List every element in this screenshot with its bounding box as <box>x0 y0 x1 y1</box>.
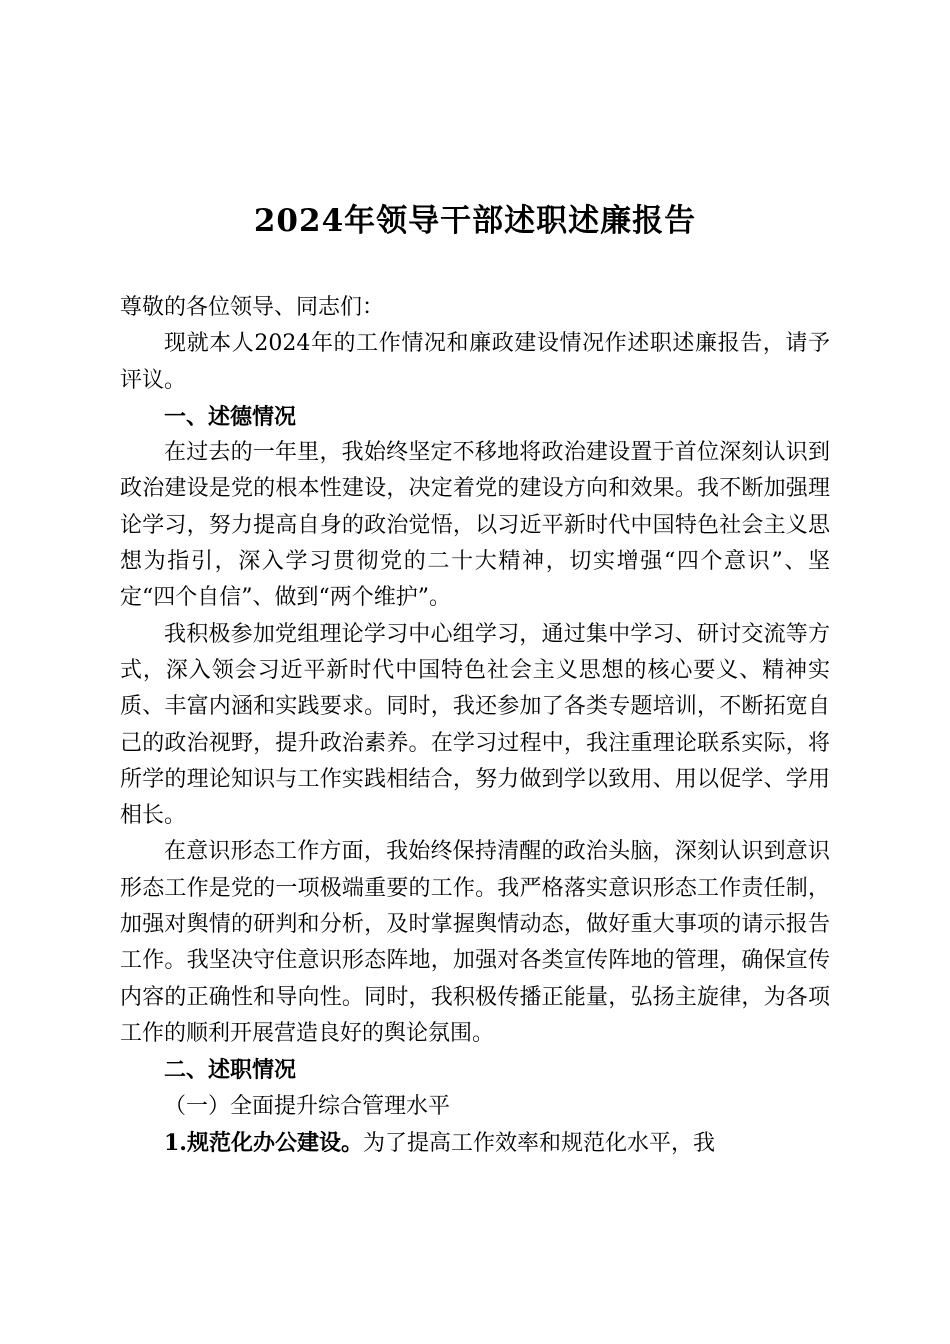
paragraph: 在过去的一年里，我始终坚定不移地将政治建设置于首位深刻认识到政治建设是党的根本性建设，决定着党的建设方向和效果。我不断加强理论学习，努力提高自身的政治觉悟，以习近平新时代中国特色社会主义思想为指引，深入学习贯彻党的二十大精神，切实增强“四个意识”、坚定“四个自信”、做到“两个维护”。 <box>120 440 830 611</box>
document-body <box>120 290 830 1162</box>
numbered-item <box>120 1125 830 1162</box>
item-text: 为了提高工作效率和规范化水平，我 <box>362 1130 715 1156</box>
intro-paragraph: 现就本人2024年的工作情况和廉政建设情况作述职述廉报告，请予评议。 <box>120 331 830 393</box>
paragraph: 在意识形态工作方面，我始终保持清醒的政治头脑，深刻认识到意识形态工作是党的一项极端重要的工作。我严格落实意识形态工作责任制，加强对舆情的研判和分析，及时掌握舆情动态，做好重大事项的请示报告工作。我坚决守住意识形态阵地，加强对各类宣传阵地的管理，确保宣传内容的正确性和导向性。同时，我积极传播正能量，弘扬主旋律，为各项工作的顺利开展营造良好的舆论氛围。 <box>120 839 830 1046</box>
section-heading-duty: 二、述职情况 <box>164 1057 297 1084</box>
document-title: 2024年领导干部述职述廉报告 <box>253 203 697 239</box>
subsection-heading: （一）全面提升综合管理水平 <box>164 1093 451 1119</box>
salutation: 尊敬的各位领导、同志们： <box>120 295 385 320</box>
paragraph: 我积极参加党组理论学习中心组学习，通过集中学习、研讨交流等方式，深入领会习近平新时代中国特色社会主义思想的核心要义、精神实质、丰富内涵和实践要求。同时，我还参加了各类专题培训，不断拓宽自己的政治视野，提升政治素养。在学习过程中，我注重理论联系实际，将所学的理论知识与工作实践相结合，努力做到学以致用、用以促学、学用相长。 <box>120 621 830 829</box>
item-lead: 1.规范化办公建设。 <box>164 1129 363 1156</box>
section-heading-morality: 一、述德情况 <box>164 403 297 430</box>
